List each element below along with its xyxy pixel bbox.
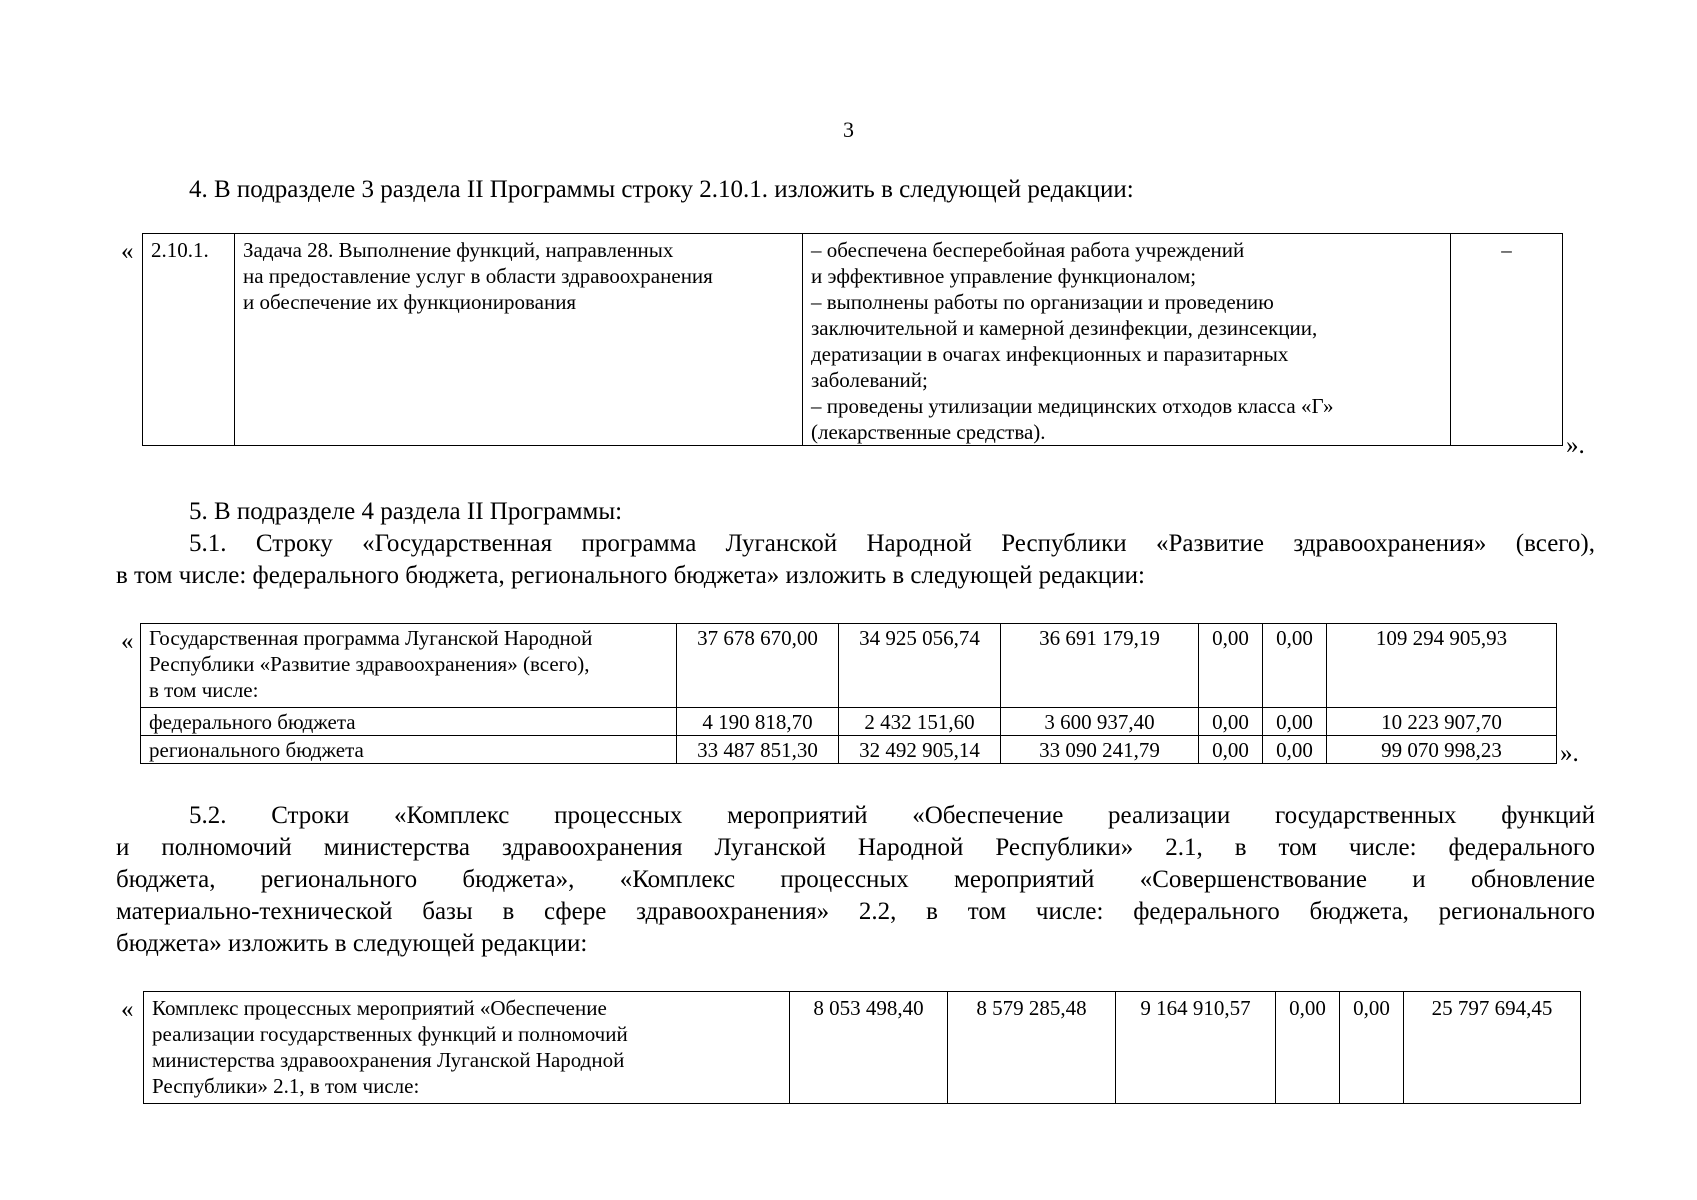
value-cell: 37 678 670,00: [677, 624, 839, 708]
value-cell: 0,00: [1276, 992, 1340, 1104]
row-code: 2.10.1.: [143, 234, 235, 446]
row-name-line: Комплекс процессных мероприятий «Обеспечение: [152, 996, 607, 1020]
table-row: [141, 736, 1557, 764]
value-cell: 33 487 851,30: [677, 736, 839, 764]
section-5-heading: 5. В подразделе 4 раздела II Программы:: [189, 498, 623, 525]
value-cell: 0,00: [1263, 708, 1327, 736]
paragraph-5-1-line: 5.1. Строку «Государственная программа Луганской Народной Республики «Развитие здравоохранения» (всего),: [189, 530, 1595, 557]
value-cell: 0,00: [1263, 736, 1327, 764]
result-line: – выполнены работы по организации и проведению: [811, 290, 1274, 314]
result-line: заключительной и камерной дезинфекции, дезинсекции,: [811, 316, 1318, 340]
value-cell: 0,00: [1340, 992, 1404, 1104]
page-number: 3: [843, 117, 854, 142]
complex-table: [143, 991, 1581, 1104]
table-row: [141, 708, 1557, 736]
value-cell: 36 691 179,19: [1001, 624, 1199, 708]
value-cell: 0,00: [1199, 736, 1263, 764]
task-line: на предоставление услуг в области здравоохранения: [243, 264, 713, 288]
task-line: Задача 28. Выполнение функций, направленных: [243, 238, 674, 262]
value-cell: 0,00: [1199, 624, 1263, 708]
value-cell: 0,00: [1263, 624, 1327, 708]
result-line: – проведены утилизации медицинских отходов класса «Г»: [811, 394, 1334, 418]
row-name: федерального бюджета: [141, 708, 677, 736]
paragraph-5-2-line: и полномочий министерства здравоохранения Луганской Народной Республики» 2.1, в том числе: федерального: [116, 834, 1595, 861]
task-line: и обеспечение их функционирования: [243, 290, 577, 314]
paragraph-5-1-line: в том числе: федерального бюджета, регионального бюджета» изложить в следующей редакции:: [116, 562, 1145, 589]
row-name: [144, 992, 790, 1104]
value-cell: 34 925 056,74: [839, 624, 1001, 708]
total-cell: 10 223 907,70: [1327, 708, 1557, 736]
value-cell: 8 579 285,48: [948, 992, 1116, 1104]
table-2-10-1: [142, 233, 1563, 446]
row-name: [141, 624, 677, 708]
result-line: заболеваний;: [811, 368, 928, 392]
table-row: [143, 234, 1563, 446]
row-name-line: реализации государственных функций и полномочий: [152, 1022, 628, 1046]
value-cell: 32 492 905,14: [839, 736, 1001, 764]
result-line: дератизации в очагах инфекционных и паразитарных: [811, 342, 1289, 366]
result-line: – обеспечена бесперебойная работа учреждений: [811, 238, 1245, 262]
result-cell: [803, 234, 1451, 446]
result-line: и эффективное управление функционалом;: [811, 264, 1197, 288]
row-name-line: Республики» 2.1, в том числе:: [152, 1074, 420, 1098]
open-quote: «: [121, 238, 134, 265]
value-cell: 2 432 151,60: [839, 708, 1001, 736]
result-line: (лекарственные средства).: [811, 420, 1046, 444]
paragraph-5-2-line: бюджета, регионального бюджета», «Комплекс процессных мероприятий «Совершенствование и обновление: [116, 866, 1595, 893]
open-quote: «: [121, 628, 134, 655]
budget-table: [140, 623, 1557, 764]
row-name-line: Государственная программа Луганской Народной: [149, 626, 593, 650]
section-4-heading: 4. В подразделе 3 раздела II Программы строку 2.10.1. изложить в следующей редакции:: [189, 176, 1134, 203]
value-cell: 8 053 498,40: [790, 992, 948, 1104]
task-cell: [235, 234, 803, 446]
paragraph-5-2-line: 5.2. Строки «Комплекс процессных мероприятий «Обеспечение реализации государственных функций: [189, 802, 1595, 829]
table-row: [144, 992, 1581, 1104]
last-cell: –: [1451, 234, 1563, 446]
value-cell: 4 190 818,70: [677, 708, 839, 736]
close-quote: ».: [1560, 740, 1579, 767]
open-quote: «: [121, 996, 134, 1023]
total-cell: 25 797 694,45: [1404, 992, 1581, 1104]
value-cell: 3 600 937,40: [1001, 708, 1199, 736]
paragraph-5-2-line: бюджета» изложить в следующей редакции:: [116, 930, 588, 957]
total-cell: 109 294 905,93: [1327, 624, 1557, 708]
table-row: [141, 624, 1557, 708]
total-cell: 99 070 998,23: [1327, 736, 1557, 764]
paragraph-5-2-line: материально-технической базы в сфере здравоохранения» 2.2, в том числе: федерального бюджета, регионального: [116, 898, 1595, 925]
row-name-line: в том числе:: [149, 678, 259, 702]
row-name-line: министерства здравоохранения Луганской Народной: [152, 1048, 625, 1072]
value-cell: 9 164 910,57: [1116, 992, 1276, 1104]
close-quote: ».: [1566, 432, 1585, 459]
row-name: регионального бюджета: [141, 736, 677, 764]
value-cell: 33 090 241,79: [1001, 736, 1199, 764]
value-cell: 0,00: [1199, 708, 1263, 736]
row-name-line: Республики «Развитие здравоохранения» (всего),: [149, 652, 590, 676]
